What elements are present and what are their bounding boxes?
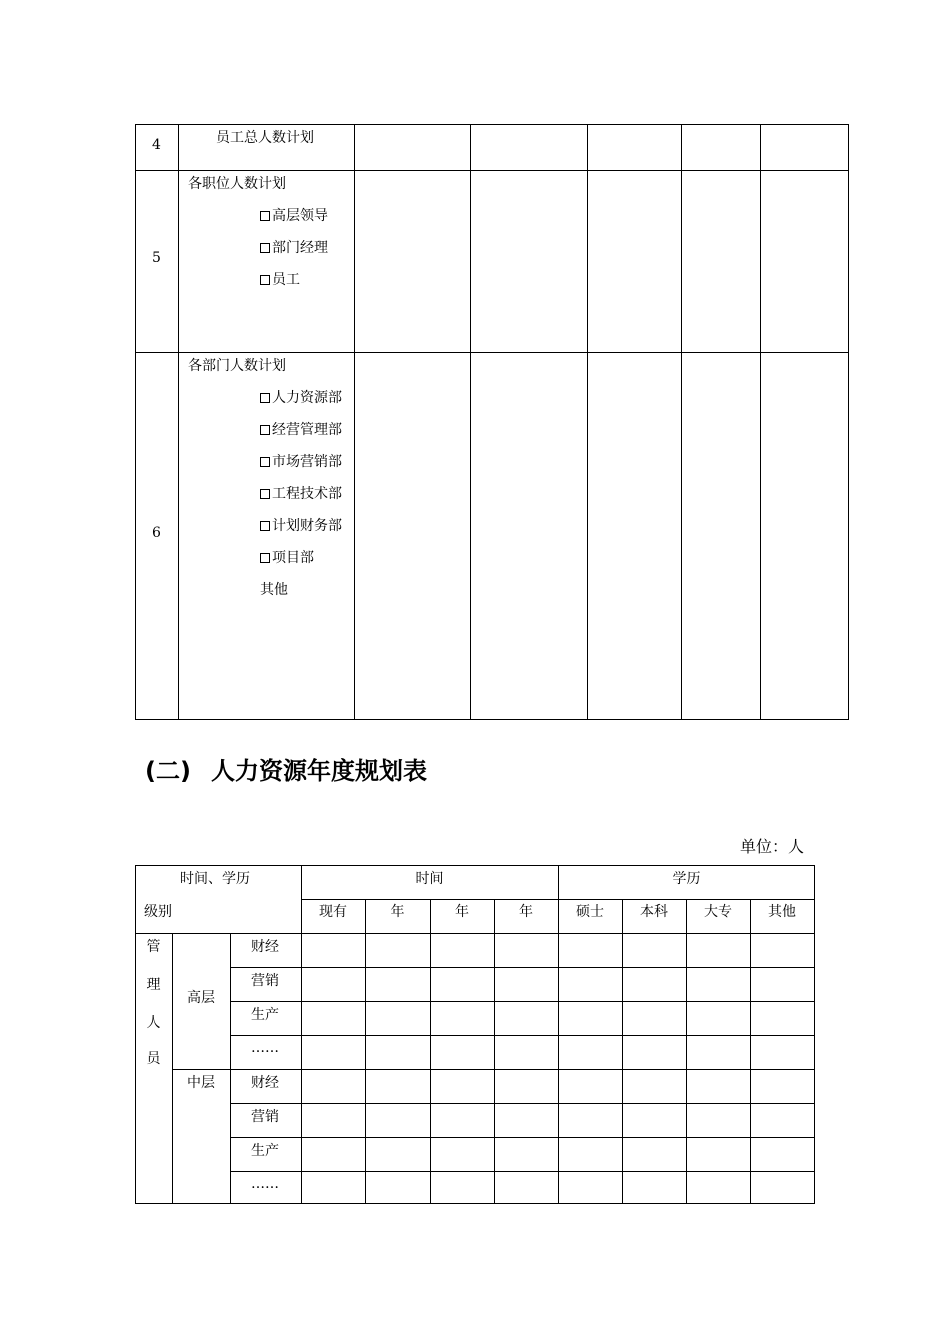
checkbox-label: 人力资源部 — [272, 390, 342, 406]
checkbox-label: 高层领导 — [272, 208, 328, 224]
column-header: 大专 — [704, 904, 732, 920]
checkbox-icon[interactable] — [260, 457, 270, 467]
department-label: 生产 — [251, 1143, 279, 1159]
plan-item-label: 各部门人数计划 — [188, 358, 286, 374]
level-label: 高层 — [187, 990, 215, 1006]
checkbox-icon[interactable] — [260, 521, 270, 531]
section-number: (二) — [145, 757, 191, 785]
checkbox-icon[interactable] — [260, 211, 270, 221]
checkbox-option[interactable] — [260, 422, 342, 438]
column-header: 年 — [455, 904, 469, 920]
column-header: 现有 — [319, 904, 347, 920]
checkbox-option[interactable] — [260, 518, 342, 534]
column-header: 其他 — [768, 904, 796, 920]
checkbox-icon[interactable] — [260, 275, 270, 285]
department-label: 财经 — [251, 939, 279, 955]
checkbox-option[interactable] — [260, 272, 300, 288]
checkbox-icon[interactable] — [260, 393, 270, 403]
checkbox-label: 员工 — [272, 272, 300, 288]
row-number: 4 — [152, 137, 161, 153]
plan-item-label: 员工总人数计划 — [216, 130, 314, 146]
corner-header-bottom: 级别 — [144, 904, 172, 920]
checkbox-label: 经营管理部 — [272, 422, 342, 438]
checkbox-option[interactable] — [260, 486, 342, 502]
checkbox-option[interactable] — [260, 240, 328, 256]
checkbox-icon[interactable] — [260, 489, 270, 499]
checkbox-option[interactable] — [260, 390, 342, 406]
other-option-label: 其他 — [260, 582, 288, 598]
row-number: 5 — [152, 250, 161, 266]
unit-label: 单位：人 — [740, 837, 805, 856]
column-header: 年 — [390, 904, 405, 920]
checkbox-label: 市场营销部 — [272, 454, 342, 470]
department-label: 营销 — [251, 1109, 279, 1125]
checkbox-option[interactable] — [260, 550, 314, 566]
checkbox-icon[interactable] — [260, 553, 270, 563]
department-label: 生产 — [251, 1007, 279, 1023]
corner-header-top: 时间、学历 — [180, 871, 250, 887]
checkbox-option[interactable] — [260, 208, 328, 224]
checkbox-option[interactable] — [260, 454, 342, 470]
row-number: 6 — [152, 525, 161, 541]
column-header: 年 — [519, 904, 533, 920]
department-label: …… — [251, 1176, 279, 1192]
checkbox-icon[interactable] — [260, 243, 270, 253]
column-header: 硕士 — [576, 904, 604, 920]
checkbox-label: 工程技术部 — [272, 486, 342, 502]
checkbox-label: 部门经理 — [272, 240, 328, 256]
group-header-education: 学历 — [672, 871, 701, 887]
department-label: 营销 — [251, 973, 279, 989]
group-header-time: 时间 — [415, 871, 444, 887]
category-char: 管 — [146, 939, 161, 955]
checkbox-label: 项目部 — [272, 550, 314, 566]
checkbox-label: 计划财务部 — [272, 518, 342, 534]
plan-item-label: 各职位人数计划 — [188, 176, 286, 192]
department-label: 财经 — [251, 1075, 279, 1091]
checkbox-icon[interactable] — [260, 425, 270, 435]
category-char: 人 — [146, 1015, 161, 1031]
level-label: 中层 — [187, 1075, 215, 1091]
column-header: 本科 — [640, 904, 668, 920]
category-char: 员 — [146, 1051, 161, 1067]
category-char: 理 — [146, 977, 161, 993]
section-title: 人力资源年度规划表 — [211, 757, 427, 785]
department-label: …… — [251, 1040, 279, 1056]
